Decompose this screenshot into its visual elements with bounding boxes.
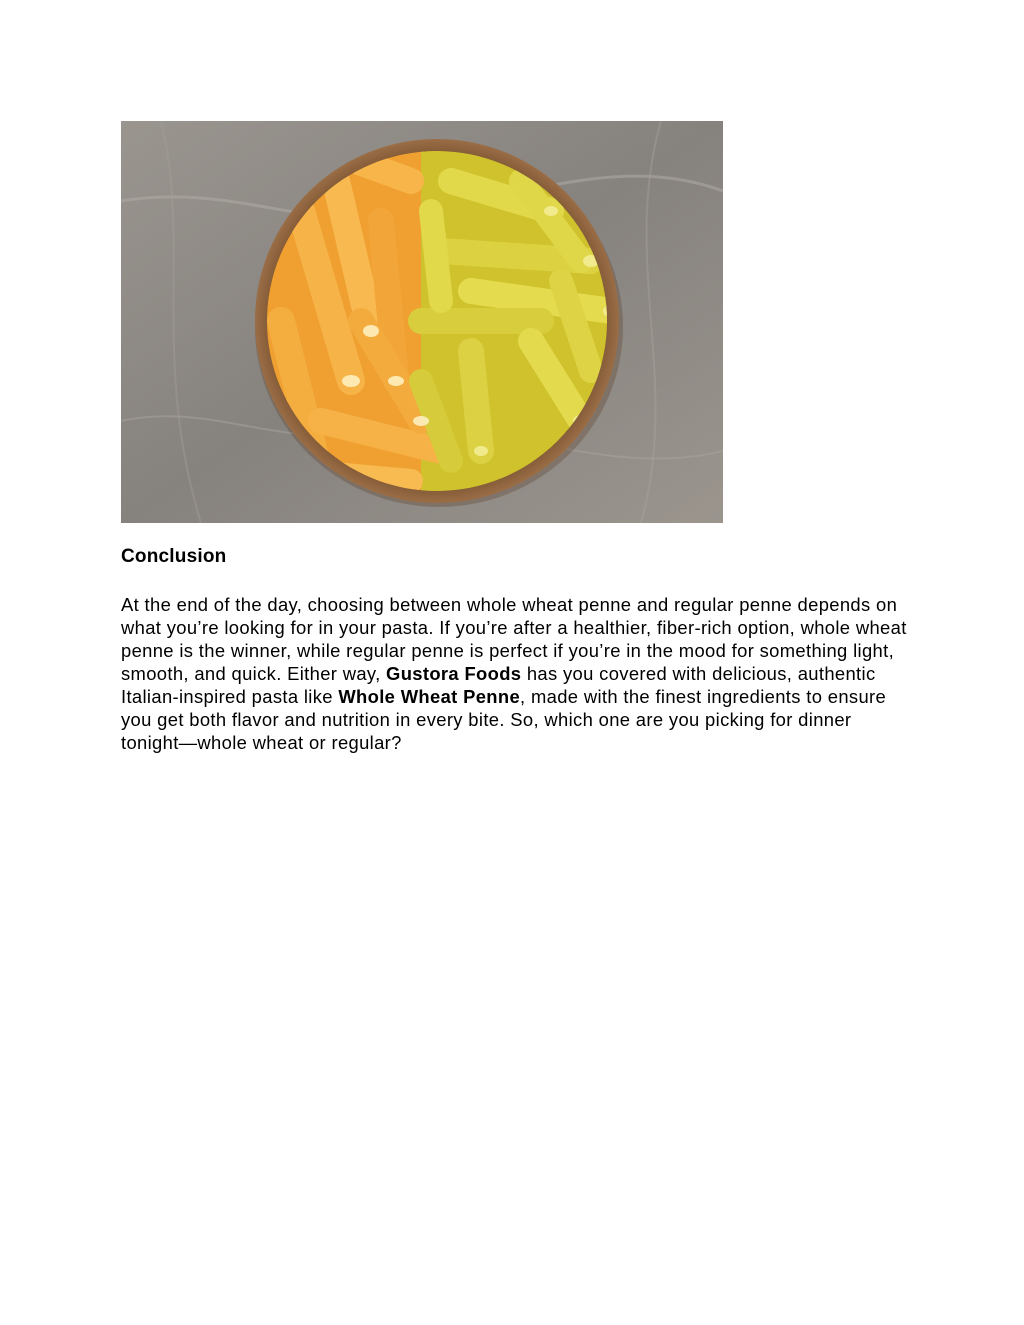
product-name: Whole Wheat Penne bbox=[338, 686, 521, 707]
conclusion-text-1: At the end of the day, choosing between whole wheat penne and regular penne depends on what you’re looking for in your pasta. If you’re after a healthier, fiber-rich option, whole wheat penne is the winner, while regular penne is perfect if you’re in the mood for something light, smooth, and quick. Either way, bbox=[121, 594, 907, 684]
conclusion-text-2: has you covered with delicious, authentic Italian-inspired pasta like bbox=[121, 663, 876, 707]
conclusion-paragraph bbox=[121, 593, 911, 754]
brand-name: Gustora Foods bbox=[386, 663, 522, 684]
conclusion-heading: Conclusion bbox=[121, 546, 227, 567]
conclusion-text-3: , made with the finest ingredients to ensure you get both flavor and nutrition in every bite. So, which one are you picking for dinner tonight—whole wheat or regular? bbox=[121, 686, 887, 753]
penne-bowl-image bbox=[121, 121, 723, 523]
penne-bowl-photo bbox=[121, 121, 723, 523]
